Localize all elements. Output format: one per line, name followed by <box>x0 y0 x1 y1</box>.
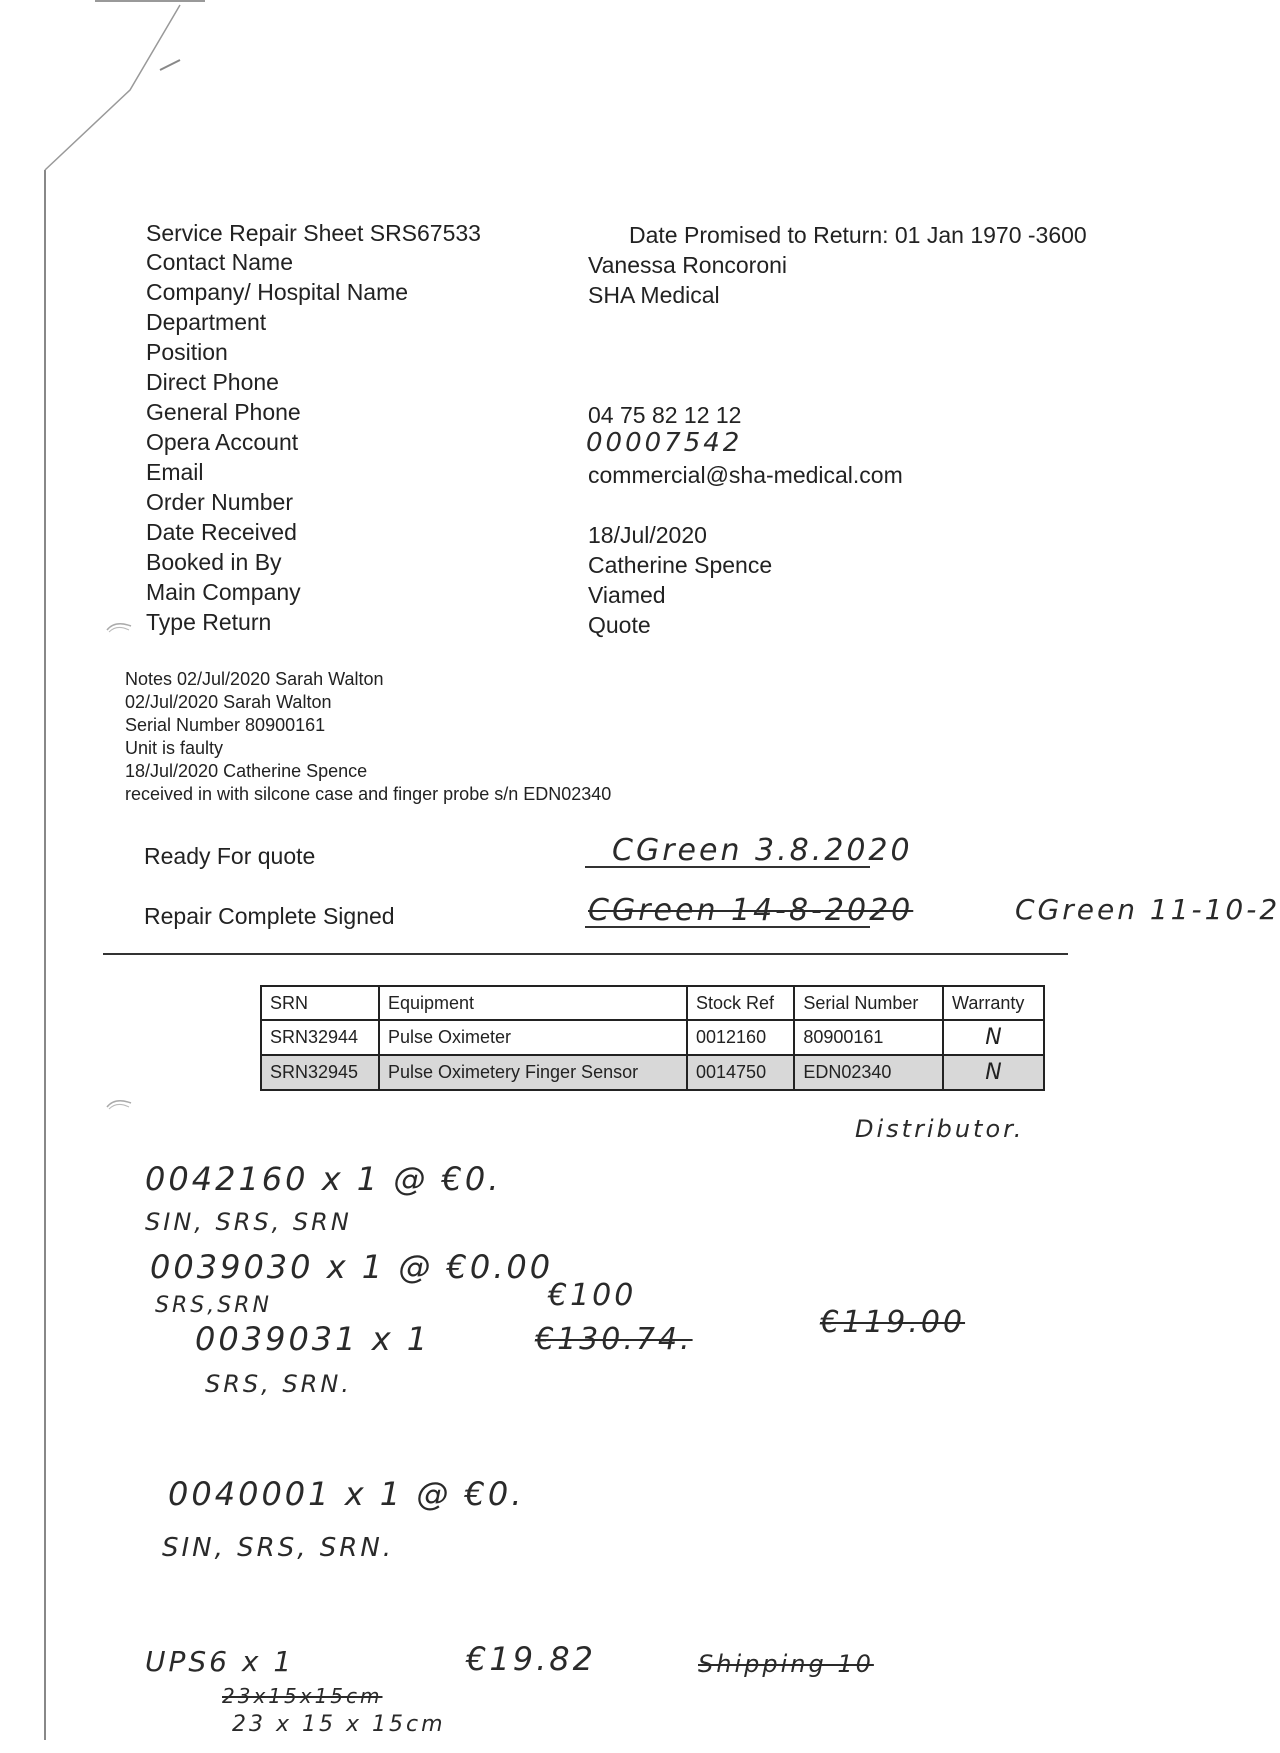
cell-srn: SRN32945 <box>261 1055 379 1090</box>
note-line: Unit is faulty <box>125 738 224 758</box>
handwritten-line-3b: SRS, SRN. <box>205 1370 352 1398</box>
sheet-title: Service Repair Sheet SRS67533 <box>146 220 481 246</box>
handwritten-distributor: Distributor. <box>855 1115 1025 1143</box>
label-date-received: Date Received <box>146 519 297 545</box>
label-department: Department <box>146 309 267 335</box>
col-serial-number: Serial Number <box>794 986 943 1020</box>
label-main-company: Main Company <box>146 579 301 605</box>
handwritten-shipping-struck: Shipping 10 <box>698 1650 874 1678</box>
value-company: SHA Medical <box>588 282 720 308</box>
label-email: Email <box>146 459 204 485</box>
cell-equipment: Pulse Oximeter <box>379 1020 687 1055</box>
equipment-table <box>260 985 1045 1091</box>
label-company: Company/ Hospital Name <box>146 279 409 305</box>
ready-for-quote-signature: CGreen 3.8.2020 <box>612 833 913 868</box>
col-srn: SRN <box>261 986 379 1020</box>
cell-warranty: N <box>943 1020 1044 1055</box>
label-order-number: Order Number <box>146 489 293 515</box>
note-line: 02/Jul/2020 Sarah Walton <box>125 692 332 712</box>
handwritten-line-5-dims: 23 x 15 x 15cm <box>232 1712 446 1737</box>
handwritten-line-1: 0042160 x 1 @ €0. <box>145 1160 502 1198</box>
label-type-return: Type Return <box>146 609 272 635</box>
label-position: Position <box>146 339 228 365</box>
handwritten-line-2c: €100 <box>548 1278 637 1313</box>
table-row <box>261 1055 1044 1090</box>
handwritten-line-4: 0040001 x 1 @ €0. <box>168 1475 525 1513</box>
repair-signature-line <box>585 926 870 928</box>
section-divider <box>103 953 1068 955</box>
cell-stock-ref: 0012160 <box>687 1020 794 1055</box>
note-line: Serial Number 80900161 <box>125 715 326 735</box>
handwritten-line-5-dims-struck: 23x15x15cm <box>222 1684 383 1708</box>
label-direct-phone: Direct Phone <box>146 369 279 395</box>
handwritten-line-3-struck-price: €130.74. <box>535 1322 693 1357</box>
value-date-received: 18/Jul/2020 <box>588 522 707 548</box>
handwritten-line-4b: SIN, SRS, SRN. <box>162 1533 395 1563</box>
cell-equipment: Pulse Oximetery Finger Sensor <box>379 1055 687 1090</box>
ready-for-quote-label: Ready For quote <box>144 843 316 869</box>
handwritten-line-5-price: €19.82 <box>466 1640 596 1678</box>
handwritten-line-3-price-2: €119.00 <box>820 1305 966 1340</box>
col-stock-ref: Stock Ref <box>687 986 794 1020</box>
handwritten-line-2b: SRS,SRN <box>155 1293 272 1318</box>
handwritten-line-2: 0039030 x 1 @ €0.00 <box>150 1248 554 1286</box>
value-booked-in-by: Catherine Spence <box>588 552 773 578</box>
cell-serial-number: EDN02340 <box>794 1055 943 1090</box>
label-opera-account: Opera Account <box>146 429 299 455</box>
col-equipment: Equipment <box>379 986 687 1020</box>
handwritten-line-1b: SIN, SRS, SRN <box>145 1208 352 1236</box>
handwritten-line-3: 0039031 x 1 <box>195 1320 431 1358</box>
note-line: 18/Jul/2020 Catherine Spence <box>125 761 368 781</box>
value-opera-account-handwritten: 00007542 <box>586 428 743 458</box>
value-contact-name: Vanessa Roncoroni <box>588 252 788 278</box>
table-row <box>261 1020 1044 1055</box>
value-main-company: Viamed <box>588 582 666 608</box>
scan-smudge-mark <box>105 1095 135 1111</box>
repair-signature-struck: CGreen 14-8-2020 <box>588 893 914 928</box>
repair-signature-2: CGreen 11-10-2 <box>1015 893 1280 926</box>
col-warranty: Warranty <box>943 986 1044 1020</box>
scan-fold-mark <box>40 0 220 175</box>
scan-smudge-mark <box>105 618 135 634</box>
date-promised: Date Promised to Return: 01 Jan 1970 -3600 <box>629 222 1087 248</box>
cell-warranty: N <box>943 1055 1044 1090</box>
cell-serial-number: 80900161 <box>794 1020 943 1055</box>
notes-block <box>125 668 611 806</box>
repair-complete-label: Repair Complete Signed <box>144 903 395 929</box>
cell-srn: SRN32944 <box>261 1020 379 1055</box>
cell-stock-ref: 0014750 <box>687 1055 794 1090</box>
label-contact-name: Contact Name <box>146 249 294 275</box>
scan-edge-left <box>44 170 46 1740</box>
label-booked-in-by: Booked in By <box>146 549 282 575</box>
handwritten-line-5: UPS6 x 1 <box>145 1645 295 1678</box>
value-general-phone: 04 75 82 12 12 <box>588 402 742 428</box>
note-line: received in with silcone case and finger probe s/n EDN02340 <box>125 784 612 804</box>
ready-signature-line <box>585 866 870 868</box>
value-type-return: Quote <box>588 612 651 638</box>
note-line: Notes 02/Jul/2020 Sarah Walton <box>125 669 384 689</box>
table-header-row <box>261 986 1044 1020</box>
value-email: commercial@sha-medical.com <box>588 462 903 488</box>
label-general-phone: General Phone <box>146 399 301 425</box>
